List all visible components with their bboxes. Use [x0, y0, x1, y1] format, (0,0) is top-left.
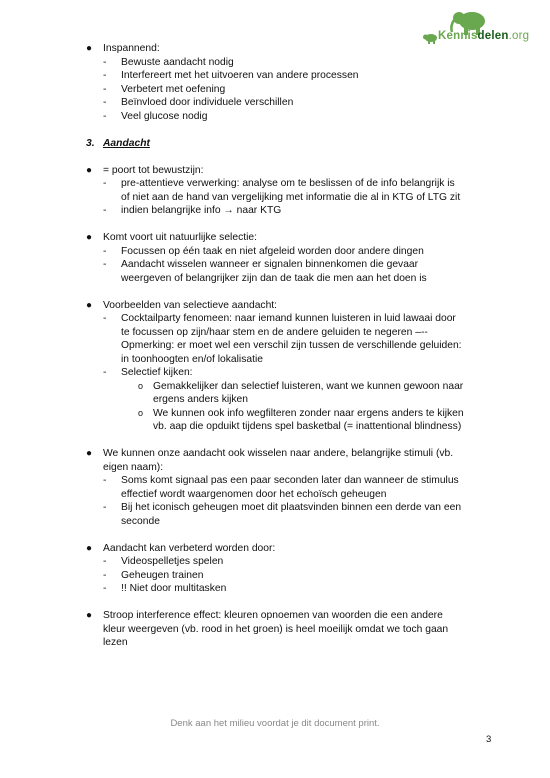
logo-text: Kennisdelen.org — [438, 30, 530, 42]
dash-item: - Soms komt signaal pas een paar seconden later dan wanneer de stimulus — [103, 475, 459, 486]
dash-item: - indien belangrijke info → naar KTG — [103, 205, 282, 216]
bullet-continuation: kleur weergeven (vb. rood in het groen) is heel moeilijk omdat we toch gaan — [103, 623, 449, 635]
dash-item: - !! Niet door multitasken — [103, 583, 227, 594]
bullet-icon: ● — [86, 232, 93, 243]
dash-item: - Aandacht wisselen wanneer er signalen binnenkomen die gevaar — [103, 259, 419, 270]
bullet-icon: ● — [86, 299, 93, 311]
dash-item: - Selectief kijken: — [103, 367, 193, 378]
bullet-item: ● Aandacht kan verbeterd worden door: — [86, 542, 276, 554]
section-heading: 3. Aandacht — [86, 137, 150, 149]
sub-item-continuation: ergens anders kijken — [153, 394, 249, 405]
dash-item: - Focussen op één taak en niet afgeleid worden door andere dingen — [103, 245, 424, 257]
dash-item: - Geheugen trainen — [103, 569, 204, 581]
dash-item: - Veel glucose nodig — [103, 110, 208, 122]
dash-item: - Beïnvloed door individuele verschillen — [103, 97, 294, 108]
sub-item: o We kunnen ook info wegfilteren zonder naar ergens anders te kijken — [138, 407, 464, 419]
dash-item-continuation: in toonhoogten en/of lokalisatie — [121, 353, 263, 365]
document-body — [86, 42, 506, 650]
bullet-icon: ● — [86, 542, 93, 554]
footer-note: Denk aan het milieu voordat je dit document print. — [170, 718, 380, 729]
bullet-icon: ● — [86, 43, 93, 54]
bullet-item: ● Komt voort uit natuurlijke selectie: — [86, 232, 257, 243]
page-number: 3 — [486, 734, 492, 745]
bullet-continuation: lezen — [103, 637, 128, 648]
bullet-icon: ● — [86, 610, 93, 621]
dash-item: - Cocktailparty fenomeen: naar iemand kunnen luisteren in luid lawaai door — [103, 313, 456, 324]
dash-item-continuation: seconde — [121, 515, 160, 527]
dash-item-continuation: of niet aan de hand van vergelijking met informatie die al in KTG of LTG zit — [121, 191, 461, 203]
bullet-item: ● Voorbeelden van selectieve aandacht: — [86, 299, 278, 311]
bullet-icon: ● — [86, 448, 93, 459]
dash-item: - Bij het iconisch geheugen moet dit plaatsvinden binnen een derde van een — [103, 502, 462, 513]
sub-item: o Gemakkelijker dan selectief luisteren, want we kunnen gewoon naar — [138, 380, 464, 392]
dash-item: - pre-attentieve verwerking: analyse om te beslissen of de info belangrijk is — [103, 178, 455, 189]
dash-item-continuation: weergeven of belangrijker zijn dan de taak die men aan het doen is — [121, 272, 427, 284]
dash-item-continuation: effectief wordt waargenomen door het echoïsch geheugen — [121, 488, 387, 500]
bullet-icon: ● — [86, 164, 93, 176]
bullet-item: ● Inspannend: — [86, 43, 160, 54]
dash-item: - Interfereert met het uitvoeren van andere processen — [103, 70, 359, 81]
dash-item: - Videospelletjes spelen — [103, 556, 224, 567]
circle-bullet-icon: o — [138, 407, 144, 418]
bullet-item: ● = poort tot bewustzijn: — [86, 164, 204, 176]
circle-bullet-icon: o — [138, 380, 144, 391]
bullet-item: ● Stroop interference effect: kleuren opnoemen van woorden die een andere — [86, 610, 443, 621]
dash-item-continuation: Opmerking: er moet wel een verschil zijn tussen de verschillende geluiden: — [121, 340, 462, 351]
sub-item-continuation: vb. aap die opduikt tijdens spel basketbal (= inattentional blindness) — [153, 421, 462, 432]
bullet-continuation: eigen naam): — [103, 461, 164, 473]
dash-item: - Bewuste aandacht nodig — [103, 56, 234, 68]
dash-item: - Verbetert met oefening — [103, 83, 226, 95]
bullet-item: ● We kunnen onze aandacht ook wisselen naar andere, belangrijke stimuli (vb. — [86, 448, 454, 459]
dash-item-continuation: te focussen op zijn/haar stem en de andere geluiden te negeren –-- — [121, 326, 428, 338]
